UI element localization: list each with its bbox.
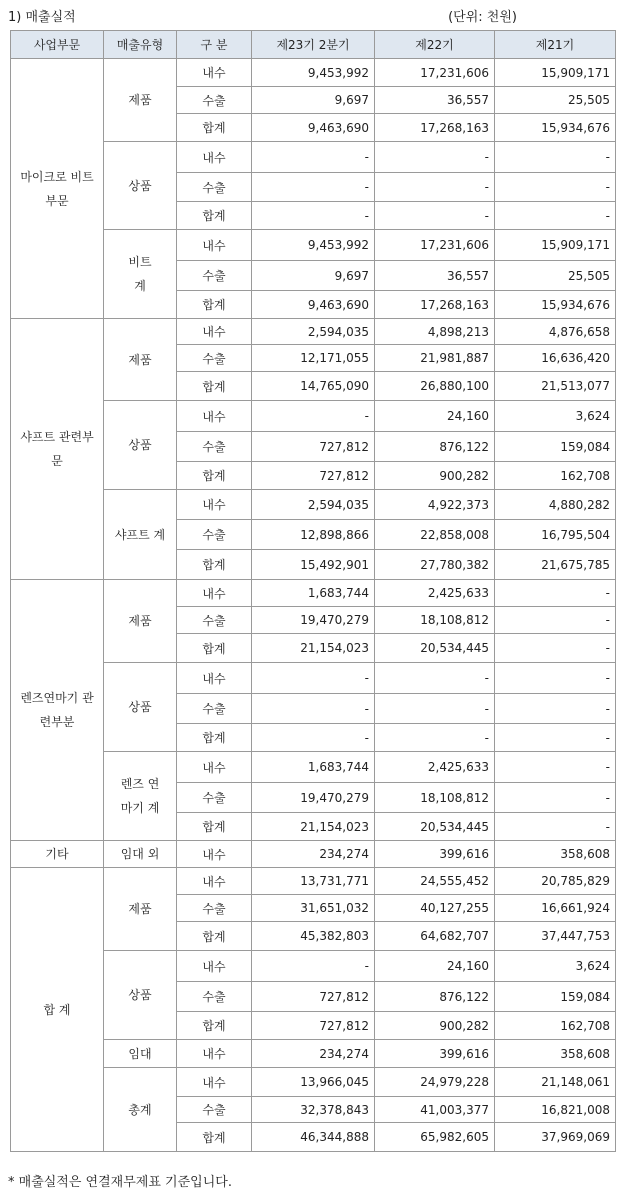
value-cell: - [495,663,616,694]
footnote: * 매출실적은 연결재무제표 기준입니다. [8,1175,232,1190]
value-cell: 2,425,633 [375,752,495,783]
value-cell: 4,922,373 [375,490,495,520]
value-cell: 27,780,382 [375,550,495,580]
value-cell: 46,344,888 [252,1123,375,1152]
division-cell: 내수 [177,868,252,895]
type-cell: 임대 외 [104,841,177,868]
value-cell: - [495,694,616,724]
value-cell: 876,122 [375,982,495,1012]
value-cell: 22,858,008 [375,520,495,550]
value-cell: 876,122 [375,432,495,462]
value-cell: 17,231,606 [375,230,495,261]
type-cell: 상품 [104,401,177,490]
value-cell: 16,795,504 [495,520,616,550]
value-cell: 32,378,843 [252,1097,375,1123]
table-row [11,59,616,87]
value-cell: 15,934,676 [495,114,616,142]
value-cell: 9,463,690 [252,291,375,319]
value-cell: 45,382,803 [252,922,375,951]
value-cell: - [252,951,375,982]
division-cell: 수출 [177,982,252,1012]
division-cell: 내수 [177,841,252,868]
value-cell: 16,821,008 [495,1097,616,1123]
header-cell: 제22기 [375,31,495,59]
value-cell: 24,160 [375,951,495,982]
division-cell: 내수 [177,752,252,783]
division-cell: 내수 [177,1040,252,1068]
value-cell: 9,697 [252,87,375,114]
table-row [11,319,616,345]
division-cell: 수출 [177,345,252,372]
value-cell: - [495,752,616,783]
value-cell: 13,966,045 [252,1068,375,1097]
value-cell: 40,127,255 [375,895,495,922]
division-cell: 합계 [177,202,252,230]
value-cell: 727,812 [252,1012,375,1040]
type-cell: 비트 계 [104,230,177,319]
division-cell: 내수 [177,951,252,982]
value-cell: - [375,173,495,202]
value-cell: - [375,694,495,724]
value-cell: 21,981,887 [375,345,495,372]
division-cell: 내수 [177,319,252,345]
division-cell: 합계 [177,813,252,841]
division-cell: 내수 [177,401,252,432]
type-cell: 상품 [104,951,177,1040]
table-title: 1) 매출실적 [8,10,76,25]
table-row [11,841,616,868]
table-row [11,868,616,895]
value-cell: 24,979,228 [375,1068,495,1097]
value-cell: 4,898,213 [375,319,495,345]
value-cell: 1,683,744 [252,580,375,607]
value-cell: - [375,142,495,173]
division-cell: 수출 [177,895,252,922]
value-cell: - [495,607,616,634]
value-cell: 21,154,023 [252,634,375,663]
value-cell: - [495,202,616,230]
division-cell: 수출 [177,87,252,114]
value-cell: 36,557 [375,87,495,114]
type-cell: 제품 [104,868,177,951]
value-cell: 2,594,035 [252,490,375,520]
unit-label: (단위: 천원) [448,10,517,25]
segment-cell: 샤프트 관련부문 [11,319,104,580]
division-cell: 합계 [177,634,252,663]
value-cell: 21,675,785 [495,550,616,580]
division-cell: 수출 [177,520,252,550]
value-cell: 727,812 [252,462,375,490]
value-cell: - [495,580,616,607]
value-cell: 25,505 [495,261,616,291]
value-cell: 9,453,992 [252,59,375,87]
value-cell: 399,616 [375,1040,495,1068]
value-cell: 900,282 [375,462,495,490]
value-cell: 15,492,901 [252,550,375,580]
value-cell: 3,624 [495,951,616,982]
division-cell: 합계 [177,372,252,401]
value-cell: 37,969,069 [495,1123,616,1152]
type-cell: 상품 [104,663,177,752]
value-cell: 399,616 [375,841,495,868]
value-cell: 21,154,023 [252,813,375,841]
type-cell: 제품 [104,580,177,663]
value-cell: 20,534,445 [375,813,495,841]
value-cell: 37,447,753 [495,922,616,951]
header-cell: 제23기 2분기 [252,31,375,59]
value-cell: - [252,401,375,432]
value-cell: 162,708 [495,1012,616,1040]
division-cell: 수출 [177,607,252,634]
division-cell: 합계 [177,1123,252,1152]
segment-cell: 기타 [11,841,104,868]
segment-cell: 합 계 [11,868,104,1152]
value-cell: 17,231,606 [375,59,495,87]
type-cell: 렌즈 연마기 계 [104,752,177,841]
value-cell: 14,765,090 [252,372,375,401]
value-cell: - [252,694,375,724]
value-cell: 15,909,171 [495,230,616,261]
value-cell: 36,557 [375,261,495,291]
value-cell: 159,084 [495,982,616,1012]
value-cell: 4,876,658 [495,319,616,345]
value-cell: 21,513,077 [495,372,616,401]
division-cell: 합계 [177,724,252,752]
value-cell: 65,982,605 [375,1123,495,1152]
value-cell: 17,268,163 [375,291,495,319]
division-cell: 수출 [177,783,252,813]
value-cell: 159,084 [495,432,616,462]
value-cell: 162,708 [495,462,616,490]
value-cell: - [252,173,375,202]
value-cell: 19,470,279 [252,783,375,813]
value-cell: 2,594,035 [252,319,375,345]
value-cell: 900,282 [375,1012,495,1040]
type-cell: 총계 [104,1068,177,1152]
value-cell: - [495,724,616,752]
value-cell: - [495,173,616,202]
value-cell: - [252,202,375,230]
division-cell: 합계 [177,550,252,580]
value-cell: 3,624 [495,401,616,432]
value-cell: 1,683,744 [252,752,375,783]
division-cell: 합계 [177,922,252,951]
value-cell: 4,880,282 [495,490,616,520]
value-cell: 358,608 [495,841,616,868]
value-cell: 16,636,420 [495,345,616,372]
sales-table [10,30,616,1152]
value-cell: 9,697 [252,261,375,291]
division-cell: 합계 [177,1012,252,1040]
value-cell: 41,003,377 [375,1097,495,1123]
value-cell: 25,505 [495,87,616,114]
value-cell: - [375,724,495,752]
value-cell: 20,534,445 [375,634,495,663]
division-cell: 내수 [177,230,252,261]
value-cell: - [252,663,375,694]
header-cell: 구 분 [177,31,252,59]
value-cell: 20,785,829 [495,868,616,895]
value-cell: 13,731,771 [252,868,375,895]
table-row [11,580,616,607]
value-cell: 31,651,032 [252,895,375,922]
value-cell: 18,108,812 [375,783,495,813]
value-cell: 15,934,676 [495,291,616,319]
value-cell: 24,555,452 [375,868,495,895]
division-cell: 내수 [177,663,252,694]
division-cell: 수출 [177,173,252,202]
value-cell: - [495,783,616,813]
value-cell: 727,812 [252,432,375,462]
header-row [11,31,616,59]
value-cell: - [495,142,616,173]
value-cell: 24,160 [375,401,495,432]
division-cell: 내수 [177,1068,252,1097]
value-cell: 727,812 [252,982,375,1012]
division-cell: 수출 [177,694,252,724]
value-cell: - [495,813,616,841]
value-cell: 16,661,924 [495,895,616,922]
table-caption [8,5,617,25]
type-cell: 상품 [104,142,177,230]
type-cell: 제품 [104,319,177,401]
value-cell: 12,171,055 [252,345,375,372]
sales-table-body [11,59,616,1152]
value-cell: 26,880,100 [375,372,495,401]
value-cell: 21,148,061 [495,1068,616,1097]
header-cell: 제21기 [495,31,616,59]
value-cell: 15,909,171 [495,59,616,87]
value-cell: 17,268,163 [375,114,495,142]
segment-cell: 마이크로 비트부문 [11,59,104,319]
value-cell: - [252,142,375,173]
value-cell: - [495,634,616,663]
value-cell: 18,108,812 [375,607,495,634]
value-cell: 9,453,992 [252,230,375,261]
value-cell: 64,682,707 [375,922,495,951]
value-cell: 234,274 [252,1040,375,1068]
value-cell: - [375,202,495,230]
division-cell: 합계 [177,462,252,490]
division-cell: 수출 [177,1097,252,1123]
value-cell: 2,425,633 [375,580,495,607]
value-cell: 358,608 [495,1040,616,1068]
value-cell: - [375,663,495,694]
value-cell: 12,898,866 [252,520,375,550]
header-cell: 사업부문 [11,31,104,59]
division-cell: 합계 [177,291,252,319]
division-cell: 수출 [177,432,252,462]
division-cell: 내수 [177,59,252,87]
type-cell: 샤프트 계 [104,490,177,580]
value-cell: 19,470,279 [252,607,375,634]
value-cell: 9,463,690 [252,114,375,142]
division-cell: 수출 [177,261,252,291]
division-cell: 합계 [177,114,252,142]
type-cell: 임대 [104,1040,177,1068]
division-cell: 내수 [177,142,252,173]
header-cell: 매출유형 [104,31,177,59]
division-cell: 내수 [177,580,252,607]
value-cell: 234,274 [252,841,375,868]
division-cell: 내수 [177,490,252,520]
value-cell: - [252,724,375,752]
segment-cell: 렌즈연마기 관련부분 [11,580,104,841]
type-cell: 제품 [104,59,177,142]
